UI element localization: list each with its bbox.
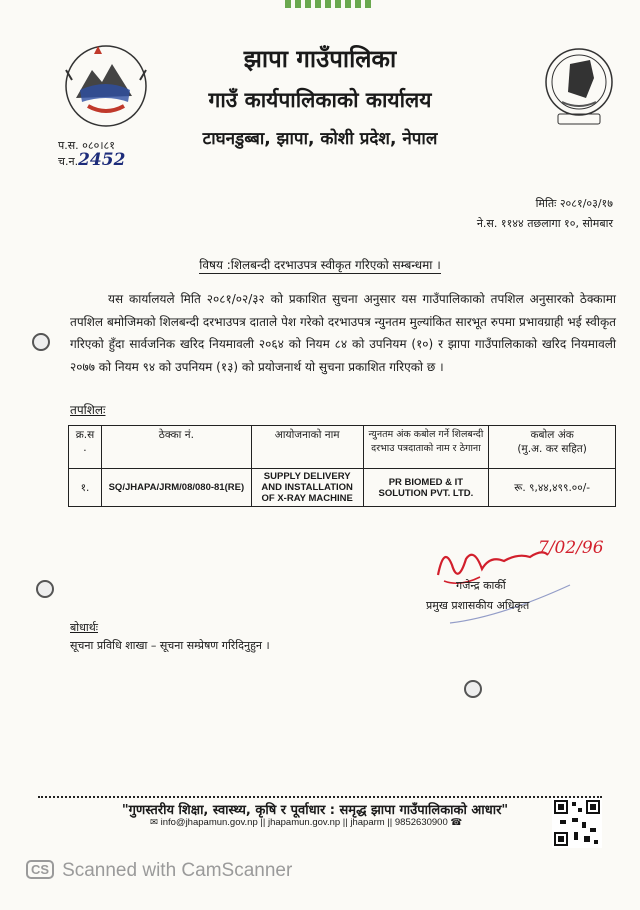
schedule-label: तपशिलः: [70, 403, 106, 417]
phone-icon: ☎: [450, 817, 463, 828]
footer-contacts: [150, 817, 462, 828]
header-sn-mark: .: [83, 442, 87, 454]
cn-label: च.न.: [58, 155, 79, 168]
row-bidder: PR BIOMED & IT SOLUTION PVT. LTD.: [363, 469, 489, 507]
top-decoration: [285, 0, 375, 8]
body-text: यस कार्यालयले मिति २०८१/०२/३२ को प्रकाशित सुचना अनुसार यस गाउँपालिकाको तपशिल अनुसारको ठेक्कामा तपशिल बमोजिमको शिलबन्दी दरभाउपत्र दाताले पेश गरेको दरभाउपत्र न्युनतम मुल्यांकित सारभूत रुपमा प्रभावग्राही भई स्वीकृत गरिएको हुँदा सार्वजनिक खरिद नियमावली २०६४ को नियम ८४ को उपनियम (१०) र झापा गाउँपालिकाको खरिद नियमावली २०७७ को नियम ९४ को उपनियम (१३) को प्रयोजनार्थ यो सुचना प्रकाशित गरिएको छ ।: [70, 292, 616, 374]
office-title: झापा गाउँपालिका: [243, 45, 397, 73]
cn-number: [58, 150, 125, 170]
schedule-table: [68, 425, 616, 507]
date-line: मितिः २०८१/०३/१७: [535, 197, 613, 210]
footer-divider: [38, 796, 602, 798]
header-bidder: न्युनतम अंक कबोल गर्ने शिलबन्दी दरभाउ पत्रदाताको नाम र ठेगाना: [363, 426, 489, 469]
header-project: आयोजनाको नाम: [251, 426, 363, 469]
header-sn-text: क्र.स: [75, 429, 95, 441]
footer-motto: "गुणस्तरीय शिक्षा, स्वास्थ्य, कृषि र पूर्वाधार : समृद्ध झापा गाउँपालिकाको आधार": [121, 803, 509, 818]
cn-handwritten: 2452: [78, 150, 126, 170]
office-address: टाघनडुब्बा, झापा, कोशी प्रदेश, नेपाल: [202, 129, 438, 149]
table-row: [69, 469, 616, 507]
camscanner-text: Scanned with CamScanner: [62, 860, 293, 881]
row-contract: SQ/JHAPA/JRM/08/080-81(RE): [101, 469, 251, 507]
signatory-title: प्रमुख प्रशासकीय अधिकृत: [426, 599, 530, 612]
punch-hole-middle: [36, 580, 54, 598]
camscanner-logo-icon: CS: [26, 860, 54, 879]
header-amount-text: कबोल अंक: [530, 429, 574, 441]
qr-code: [552, 798, 602, 848]
ps-number: प.स. ०८०।८१: [58, 139, 115, 152]
camscanner-watermark: [26, 860, 292, 882]
contacts-text: info@jhapamun.gov.np || jhapamun.gov.np || jhaparm || 9852630900: [160, 817, 448, 828]
subject-text: विषय :शिलबन्दी दरभाउपत्र स्वीकृत गरिएको सम्बन्धमा ।: [199, 258, 441, 272]
nepal-sambat-line: ने.स. ११४४ तछलागा १०, सोमबार: [476, 217, 613, 230]
cc-line: सूचना प्रविधि शाखा – सूचना सम्प्रेषण गरिदिनुहुन ।: [70, 639, 270, 652]
header-contract: ठेक्का नं.: [101, 426, 251, 469]
header-amount: [489, 426, 616, 469]
header-amount-note: (मु.अ. कर सहित): [517, 443, 587, 455]
office-subtitle: गाउँ कार्यपालिकाको कार्यालय: [208, 88, 432, 112]
mail-icon: ✉: [150, 817, 158, 828]
punch-hole-bottom: [464, 680, 482, 698]
body-paragraph: [70, 288, 616, 378]
row-sn: १.: [69, 469, 102, 507]
signature-date: 7/02/96: [538, 538, 604, 558]
header-sn: [69, 426, 102, 469]
row-project: SUPPLY DELIVERY AND INSTALLATION OF X-RAY MACHINE: [251, 469, 363, 507]
cc-title: बोधार्थः: [70, 621, 98, 634]
subject-line: [0, 256, 640, 273]
table-header-row: [69, 426, 616, 469]
punch-hole-top: [32, 333, 50, 351]
signatory-name: गजेन्द्र कार्की: [456, 579, 506, 592]
row-amount: रू. ९,४४,४९९.००/-: [489, 469, 616, 507]
